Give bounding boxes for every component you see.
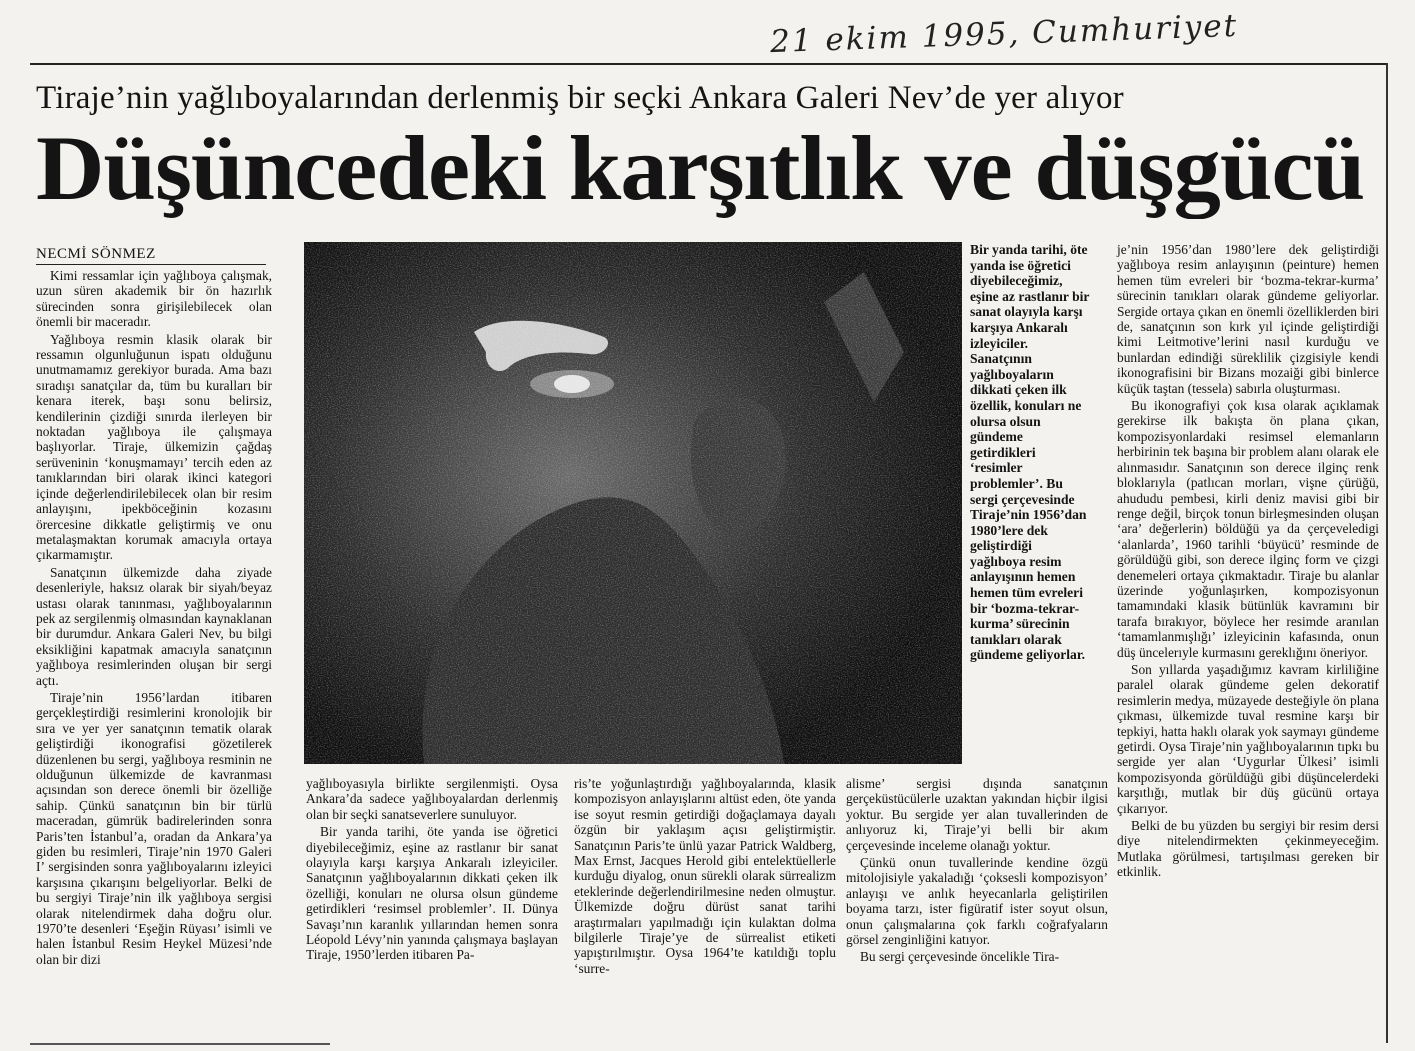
- article-subtitle: Tiraje’nin yağlıboyalarından derlenmiş bir seçki Ankara Galeri Nev’de yer alıyor: [36, 80, 1124, 116]
- article-column-2: [306, 776, 558, 963]
- paragraph: ris’te yoğunlaştırdığı yağlıboyalarında, klasik kompozisyon anlayışlarını altüst eden, öte yanda ise soyut resmin getirdiği doğaçlamaya dayalı özgün bir yaklaşım açısı geliştirmiştir. Sanatçının Paris’te ünlü yazar Patrick Waldberg, Max Ernst, Jacques Herold gibi entelektüellerle kurduğu diyalog, onun sürekli olarak sürrealizm eteklerinde değerlendirilmesine neden olmuştur. Ülkemizde doğru dürüst sanat tarihi araştırmaları yapılmadığı için kulaktan dolma bilgilerle Tiraje’ye de sürrealist etiketi yapıştırılmıştır. Oysa 1964’te katıldığı toplu ‘surre-: [574, 776, 836, 976]
- paragraph: alisme’ sergisi dışında sanatçının gerçeküstücülerle uzaktan yakından hiçbir ilgisi yoktur. Bu sergide yer alan tuvallerinden de anlıyoruz ki, Tiraje’yi belli bir akım çerçevesinde inceleme olanağı yoktur.: [846, 776, 1108, 853]
- paragraph: Son yıllarda yaşadığımız kavram kirliliğine paralel olarak gündeme gelen dekoratif resimlerin medya, müzayede desteğiyle ön plana çıkması, ülkemizde tuval resmine karşı bir tepkiyi, hatta haklı olarak yok saymayı gündeme getirdi. Oysa Tiraje’nin yağlıboyalarının tıpkı bu sergide yer alan ‘Uygurlar Ülkesi’ isimli kompozisyonda görüldüğü gibi düşüncelerdeki karşıtlığı, mutlak bir düş gücünü ortaya çıkarıyor.: [1117, 661, 1379, 816]
- photo-figure-illustration: [304, 242, 962, 764]
- paragraph: Belki de bu yüzden bu sergiyi bir resim dersi diye nitelendirmekten çekinmeyeceğim. Mutlaka görülmesi, tartışılması gereken bir etkinlik.: [1117, 818, 1379, 880]
- paragraph: Sanatçının ülkemizde daha ziyade desenleriyle, haksız olarak bir siyah/beyaz ustası olarak tanınması, yağlıboyalarının pek az sergilenmiş olmasından kaynaklanan bir durumdur. Ankara Galeri Nev, bu bilgi eksikliğini kapatmak amacıyla sanatçının yağlıboya resimlerinden oluşan bir sergi açtı.: [36, 564, 272, 688]
- right-margin-rule: [1386, 63, 1388, 1043]
- article-column-3: [574, 776, 836, 976]
- article-photo: [304, 242, 962, 764]
- article-column-right: [1117, 242, 1379, 880]
- paragraph: Kimi ressamlar için yağlıboya çalışmak, uzun süren akademik bir ön hazırlık sürecinden sonra girişilebilecek olan önemli bir maceradır.: [36, 268, 272, 330]
- article-column-1: [36, 268, 272, 967]
- top-rule: [30, 63, 1388, 65]
- bottom-rule: [30, 1043, 330, 1045]
- author-byline: NECMİ SÖNMEZ: [36, 246, 156, 262]
- paragraph: Bir yanda tarihi, öte yanda ise öğretici diyebileceğimiz, eşine az rastlanır bir sanat olayıyla karşı karşıya Ankaralı izleyiciler. Sanatçının yağlıboyalarının dikkati çeken ilk özelliği, konuları ne olursa olsun gündeme getirdikleri ‘resimsel problemler’. II. Dünya Savaşı’nın karanlık yıllarından hemen sonra Léopold Lévy’nin yanında çalışmaya başlayan Tiraje, 1950’lerden itibaren Pa-: [306, 824, 558, 963]
- byline-rule: [36, 264, 266, 265]
- article-headline: Düşüncedeki karşıtlık ve düşgücü: [36, 117, 1365, 219]
- article-column-4: [846, 776, 1108, 965]
- photo-caption: [970, 242, 1090, 663]
- paragraph: je’nin 1956’dan 1980’lere dek geliştirdiği yağlıboya resim anlayışının (peinture) hemen hemen tüm evreleri bir ‘bozma-tekrar-kurma’ sürecinin tanıkları olarak gündeme geliyorlar. Sergide ortaya çıkan en önemli özelliklerden biri de, sanatçının son kırk yıl içinde geliştirdiği kimi Leitmotive’lerini nasıl kurduğu ve bunlardan edindiği süreklilik çizgisiyle kendi ikonografisini bir Bizans mozaiği gibi binlerce küçük taştan (tessela) sabırla oluşturması.: [1117, 242, 1379, 396]
- paragraph: Bu ikonografiyi çok kısa olarak açıklamak gerekirse ilk bakışta ön plana çıkan, kompozisyonlardaki resimsel elemanların herbirinin tek başına bir problem alanı olarak ele alınmasıdır. Sanatçının son derece ilginç renk bloklarıyla (patlıcan morları, vişne çürüğü, ahududu pembesi, kirli deniz mavisi gibi bir renge değil, birçok tonun birleşmesinden oluşan ‘ara’ değerlerin) böldüğü ya da çerçeveledigi ‘alanlarda’, 1960 tarihli ‘büyücü’ resminde de görüldüğü gibi, son derece ilginç form ve çizgi denemeleri ortaya çıkmaktadır. Tiraje bu alanlar üzerinde yoğunlaşırken, kompozisyonun tamamındaki klasik bütünlük kavramını bir tarafa bırakıyor, böylece her resimde aranılan ‘tamamlanmışlığı’ izleyicinin kafasında, onun düş üncelerıyle kurmasını gereklığını öneriyor.: [1117, 398, 1379, 660]
- paragraph: Tiraje’nin 1956’lardan itibaren gerçekleştirdiği resimlerini kronolojik bir sıra ve yer yer sanatçının tematik olarak geliştirdiği ikonografisi gözetilerek düzenlenen bu sergi, yağlıboya resminin ne olduğunun ülkemizde de kavranması açısından son derece önemli bir özelliğe sahip. Çünkü sanatçının bin bir türlü maceradan, gümrük badirelerinden sonra Paris’ten İstanbul’a, oradan da Ankara’ya giden bu resimleri, Tiraje’nin 1970 Galeri I’ sergisinden sonra yağlıboyalarını izleyici karşısına çıkarışını belgeliyorlar. Belki de bu sergiyi Tiraje’nin ilk yağlıboya sergisi olarak nitelendirmek daha doğru olur. 1970’te desenleri ‘Eşeğin Rüyası’ isimli ve halen İstanbul Resim Heykel Müzesi’nde olan bir dizi: [36, 689, 272, 967]
- paragraph: Yağlıboya resmin klasik olarak bir ressamın olgunluğunun ispatı olduğunu unutmamamız gerekiyor burada. Ama bazı sıradışı sanatçılar da, tüm bu kuralları bir kenara iterek, başı sonu belirsiz, kendilerinin çizdiği sınırda ilerleyen bir noktadan yağlıboya ile çalışmaya başlıyorlar. Tiraje, ülkemizin çağdaş serüveninin ‘konuşmamayı’ tercih eden az tanıklarından biri olarak ikinci kategori içinde değerlendirilebilecek olan bir resim anlayışını, ipekböceğinin kozasını örercesine dikkatle geliştirmiş ve onu metalaşmaktan korumak amacıyla ortaya çıkarmamıştır.: [36, 331, 272, 563]
- handwritten-date-note: 21 ekim 1995, Cumhuriyet: [769, 7, 1239, 61]
- caption-text: Bir yanda tarihi, öte yanda ise öğretici diyebileceğimiz, eşine az rastlanır bir sanat olayıyla karşı karşıya Ankaralı izleyiciler. Sanatçının yağlıboyaların dikkati çeken ilk özellik, konuları ne olursa olsun gündeme getirdikleri ‘resimler problemler’. Bu sergi çerçevesinde Tiraje’nin 1956’dan 1980’lere dek geliştirdiği yağlıboya resim anlayışının hemen hemen tüm evreleri bir ‘bozma-tekrar-kurma’ sürecinin tanıkları olarak gündeme geliyorlar.: [970, 242, 1090, 663]
- paragraph: Çünkü onun tuvallerinde kendine özgü mitolojisiyle yakaladığı ‘çoksesli kompozisyon’ anlayışı ve anlık heyecanlarla geliştirilen boyama tarzı, ister figüratif ister soyut olsun, onun çalışmalarına çok farklı coğrafyaların görsel zenginliğini katıyor.: [846, 855, 1108, 948]
- paragraph: yağlıboyasıyla birlikte sergilenmişti. Oysa Ankara’da sadece yağlıboyalardan derlenmiş olan bir seçki sanatseverlere sunuluyor.: [306, 776, 558, 822]
- paragraph: Bu sergi çerçevesinde öncelikle Tira-: [860, 949, 1060, 965]
